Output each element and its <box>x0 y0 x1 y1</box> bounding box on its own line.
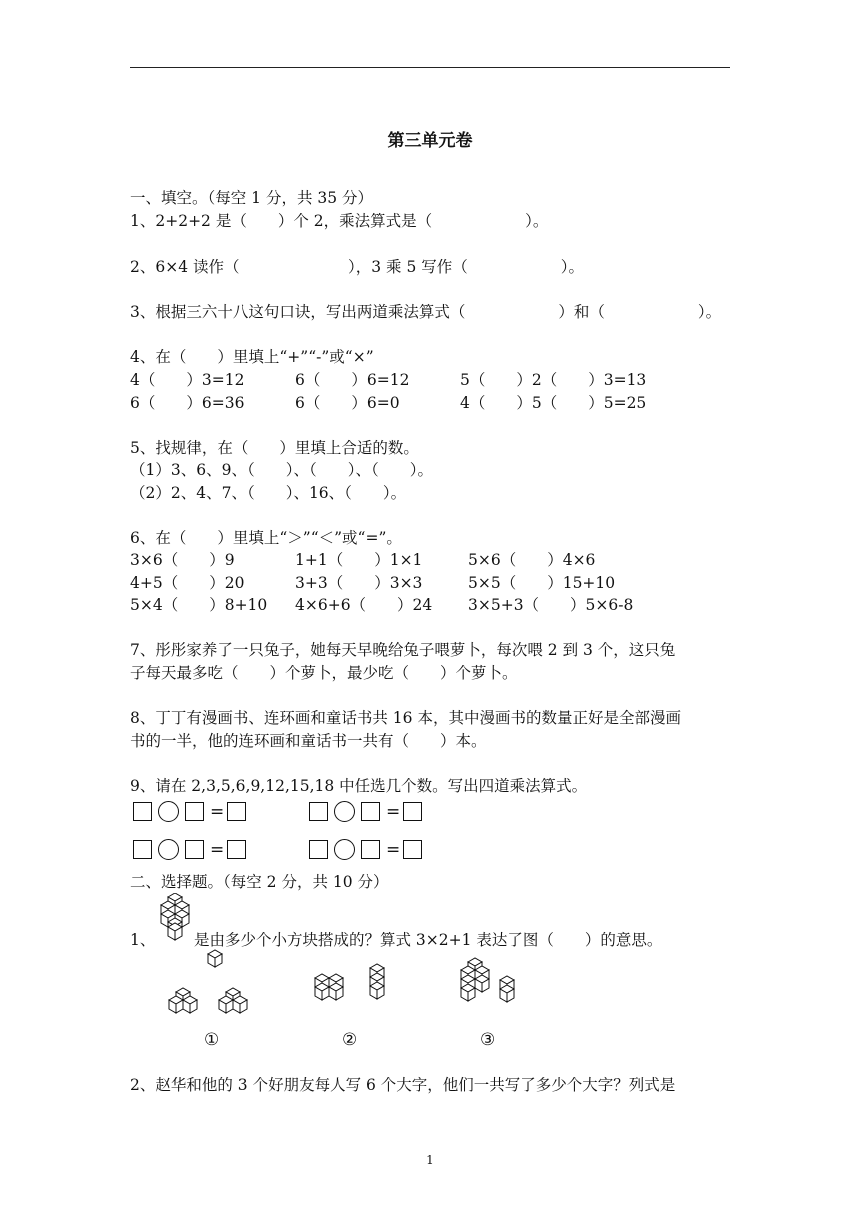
cube-stack-figure <box>156 893 194 943</box>
q6-item: 3×5+3（ ）5×6-8 <box>468 596 634 614</box>
answer-box[interactable] <box>133 802 152 821</box>
answer-box[interactable] <box>309 840 328 859</box>
choice-question-1-text: 是由多少个小方块搭成的？算式 3×2+1 表达了图（ ）的意思。 <box>194 931 663 949</box>
q4-item: 4（ ）5（ ）5=25 <box>460 394 647 412</box>
q4-item: 6（ ）6=12 <box>295 371 410 389</box>
section1-heading: 一、填空。（每空 1 分，共 35 分） <box>130 189 374 207</box>
q6-item: 1+1（ ）1×1 <box>295 551 423 569</box>
choice-question-1-prefix: 1、 <box>130 931 156 949</box>
q5-row: （2）2、4、7、（ ）、16、（ ）。 <box>130 484 407 502</box>
question-6-prompt: 6、在（ ）里填上“＞”“＜”或“=”。 <box>130 529 402 547</box>
equation-template <box>133 801 252 822</box>
section2-heading: 二、选择题。（每空 2 分，共 10 分） <box>130 873 389 891</box>
equation-template <box>133 839 252 860</box>
equals-sign: = <box>210 839 225 860</box>
answer-box[interactable] <box>403 802 422 821</box>
question-3: 3、根据三六十八这句口诀，写出两道乘法算式（ ）和（ ）。 <box>130 303 722 321</box>
page-title: 第三单元卷 <box>387 131 473 151</box>
equation-template <box>309 801 428 822</box>
page-number: 1 <box>426 1153 434 1167</box>
option-1-figure <box>168 948 260 1020</box>
choice-question-2: 2、赵华和他的 3 个好朋友每人写 6 个大字，他们一共写了多少个大字？列式是 <box>130 1076 676 1094</box>
option-1-label[interactable]: ① <box>204 1030 220 1050</box>
question-5-prompt: 5、找规律，在（ ）里填上合适的数。 <box>130 439 419 457</box>
answer-box[interactable] <box>185 802 204 821</box>
answer-box[interactable] <box>309 802 328 821</box>
answer-box[interactable] <box>361 802 380 821</box>
answer-box[interactable] <box>133 840 152 859</box>
operator-circle[interactable] <box>158 839 179 860</box>
option-2-figure <box>312 960 392 1010</box>
answer-box[interactable] <box>361 840 380 859</box>
option-3-label[interactable]: ③ <box>480 1030 496 1050</box>
operator-circle[interactable] <box>158 801 179 822</box>
question-7-line1: 7、彤彤家养了一只兔子，她每天早晚给兔子喂萝卜，每次喂 2 到 3 个，这只兔 <box>130 641 676 659</box>
q6-item: 4+5（ ）20 <box>130 574 245 592</box>
q6-item: 5×6（ ）4×6 <box>468 551 596 569</box>
q6-item: 4×6+6（ ）24 <box>295 596 433 614</box>
option-2-label[interactable]: ② <box>342 1030 358 1050</box>
question-2: 2、6×4 读作（ ），3 乘 5 写作（ ）。 <box>130 258 585 276</box>
operator-circle[interactable] <box>334 801 355 822</box>
question-1: 1、2+2+2 是（ ）个 2，乘法算式是（ ）。 <box>130 212 549 230</box>
q6-item: 3×6（ ）9 <box>130 551 235 569</box>
question-8-line1: 8、丁丁有漫画书、连环画和童话书共 16 本，其中漫画书的数量正好是全部漫画 <box>130 709 681 727</box>
operator-circle[interactable] <box>334 839 355 860</box>
answer-box[interactable] <box>403 840 422 859</box>
question-9-prompt: 9、请在 2,3,5,6,9,12,15,18 中任选几个数。写出四道乘法算式。 <box>130 777 588 795</box>
q4-item: 6（ ）6=36 <box>130 394 245 412</box>
q4-item: 5（ ）2（ ）3=13 <box>460 371 647 389</box>
q6-item: 5×5（ ）15+10 <box>468 574 616 592</box>
question-7-line2: 子每天最多吃（ ）个萝卜，最少吃（ ）个萝卜。 <box>130 664 518 682</box>
equation-template <box>309 839 428 860</box>
answer-box[interactable] <box>227 802 246 821</box>
q4-item: 4（ ）3=12 <box>130 371 245 389</box>
q5-row: （1）3、6、9、（ ）、（ ）、（ ）。 <box>130 461 433 479</box>
option-3-figure <box>454 954 526 1010</box>
question-4-prompt: 4、在（ ）里填上“+”“-”或“×” <box>130 348 374 366</box>
header-rule <box>130 67 730 68</box>
equals-sign: = <box>386 801 401 822</box>
question-8-line2: 书的一半，他的连环画和童话书一共有（ ）本。 <box>130 732 487 750</box>
answer-box[interactable] <box>227 840 246 859</box>
answer-box[interactable] <box>185 840 204 859</box>
q6-item: 3+3（ ）3×3 <box>295 574 423 592</box>
equals-sign: = <box>386 839 401 860</box>
q6-item: 5×4（ ）8+10 <box>130 596 268 614</box>
q4-item: 6（ ）6=0 <box>295 394 400 412</box>
equals-sign: = <box>210 801 225 822</box>
